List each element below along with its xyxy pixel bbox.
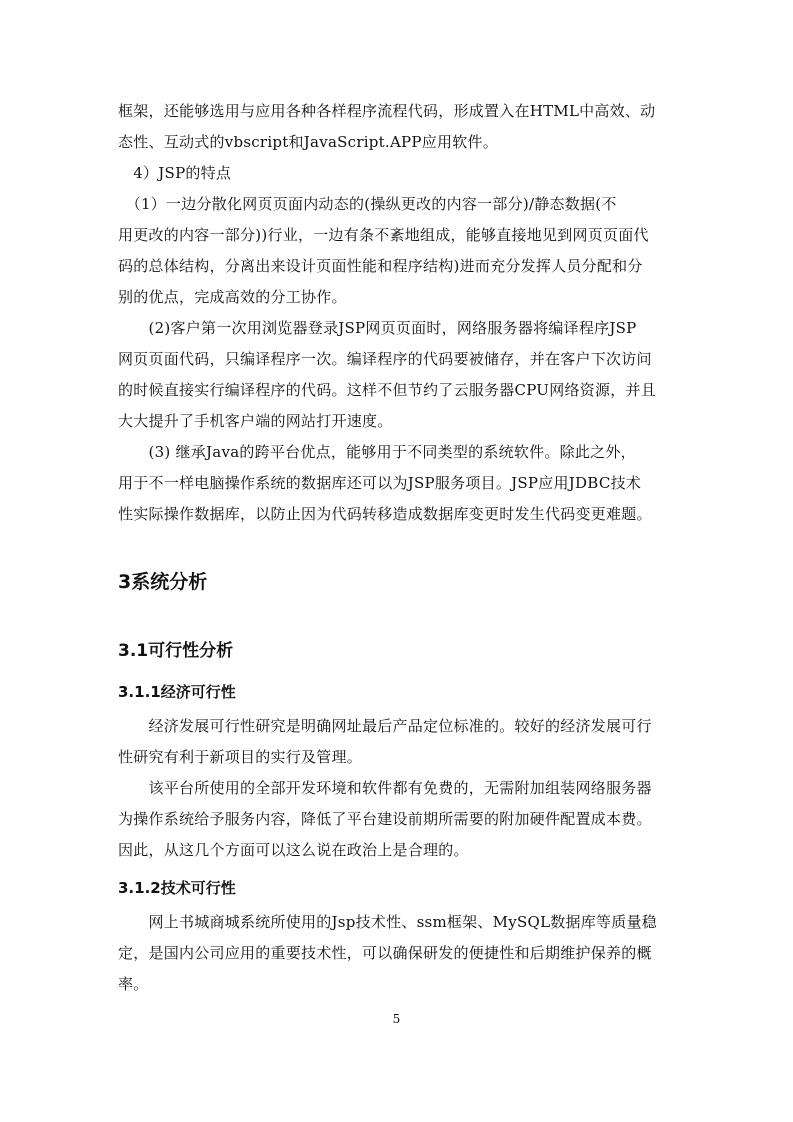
section-heading: 3.1可行性分析 [118,641,234,661]
text-line: 性研究有利于新项目的实行及管理。 [118,748,363,766]
text-line: 用于不一样电脑操作系统的数据库还可以为JSP服务项目。JSP应用JDBC技术 [118,474,642,492]
text-line: 态性、互动式的vbscript和JavaScript.APP应用软件。 [118,133,498,151]
text-line: 定，是国内公司应用的重要技术性，可以确保研发的便捷性和后期维护保养的概 [118,944,652,962]
text-line: 性实际操作数据库，以防止因为代码转移造成数据库变更时发生代码变更难题。 [118,505,652,523]
text-line: (2)客户第一次用浏览器登录JSP网页页面时，网络服务器将编译程序JSP [118,319,637,337]
subsection-heading-economic: 3.1.1经济可行性 [118,683,236,701]
text-line: 4）JSP的特点 [118,164,232,182]
text-line: (3) 继承Java的跨平台优点，能够用于不同类型的系统软件。除此之外， [118,443,636,461]
paragraph-feature-2 [118,313,684,437]
page-number: 5 [392,1012,401,1026]
paragraph-jsp-features-heading [118,158,684,189]
text-line: 因此，从这几个方面可以这么说在政治上是合理的。 [118,841,469,859]
text-line: 为操作系统给予服务内容，降低了平台建设前期所需要的附加硬件配置成本费。 [118,810,652,828]
text-line: 用更改的内容一部分))行业，一边有条不紊地组成，能够直接地见到网页页面代 [118,226,649,244]
paragraph-economic-1 [118,711,684,773]
text-line: 大大提升了手机客户端的网站打开速度。 [118,412,393,430]
text-line: 别的优点，完成高效的分工协作。 [118,288,347,306]
paragraph-feature-1 [118,189,684,313]
text-line: 码的总体结构，分离出来设计页面性能和程序结构)进而充分发挥人员分配和分 [118,257,643,275]
paragraph-html-framework [118,96,684,158]
subsection-heading-technical: 3.1.2技术可行性 [118,879,236,897]
text-line: 网页页面代码，只编译程序一次。编译程序的代码要被储存，并在客户下次访问 [118,350,652,368]
chapter-heading: 3系统分析 [118,571,208,593]
text-line: 该平台所使用的全部开发环境和软件都有免费的，无需附加组装网络服务器 [118,779,652,797]
paragraph-economic-2 [118,773,684,866]
paragraph-technical [118,907,684,1000]
paragraph-feature-3 [118,437,684,530]
text-line: 率。 [118,975,149,993]
text-line: 经济发展可行性研究是明确网址最后产品定位标准的。较好的经济发展可行 [118,717,652,735]
text-line: 框架，还能够选用与应用各种各样程序流程代码，形成置入在HTML中高效、动 [118,102,656,120]
text-line: 网上书城商城系统所使用的Jsp技术性、ssm框架、MySQL数据库等质量稳 [118,913,658,931]
text-line: 的时候直接实行编译程序的代码。这样不但节约了云服务器CPU网络资源，并且 [118,381,656,399]
text-line: （1）一边分散化网页页面内动态的(操纵更改的内容一部分)/静态数据(不 [118,195,617,213]
